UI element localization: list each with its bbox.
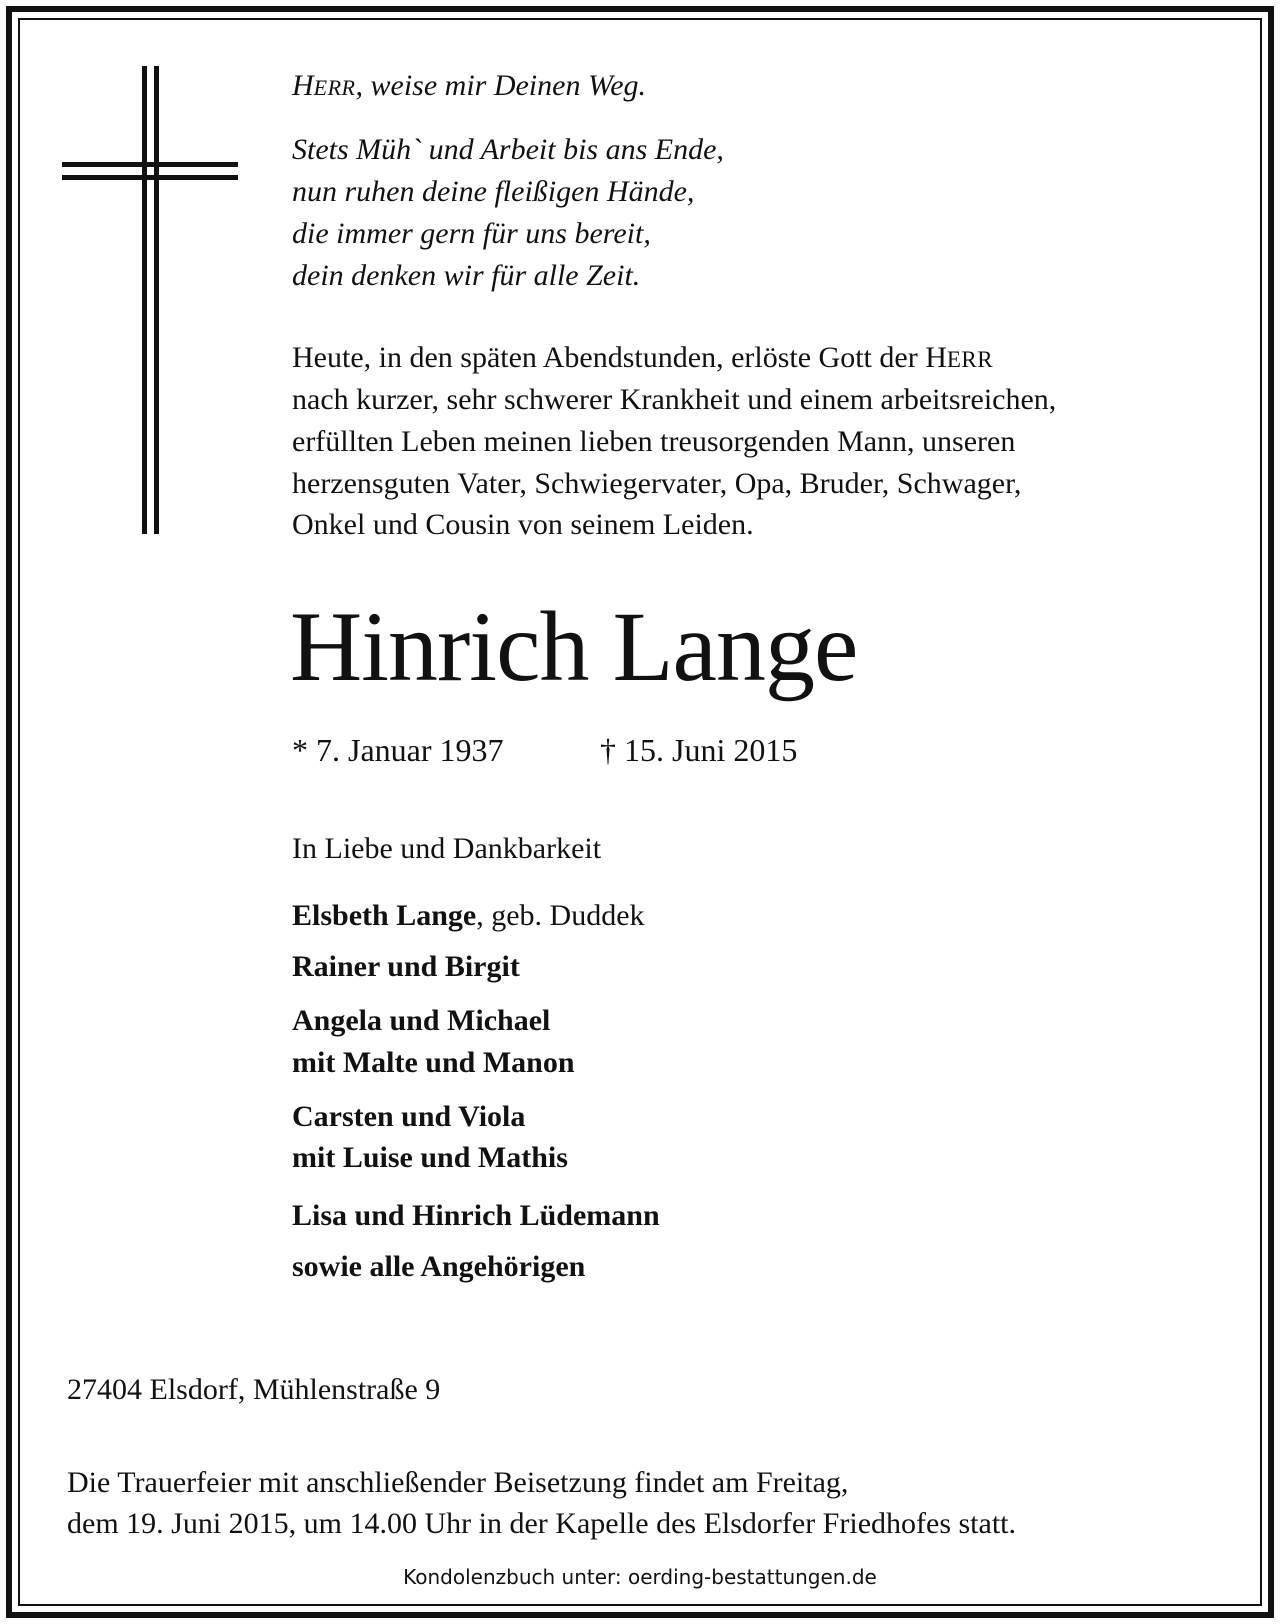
announcement-line: herzensguten Vater, Schwiegervater, Opa, Bruder, Schwager, — [292, 467, 1022, 500]
service-line: Die Trauerfeier mit anschließender Beisetzung findet am Freitag, — [67, 1466, 849, 1499]
announcement-line: nach kurzer, sehr schwerer Krankheit und einem arbeitsreichen, — [292, 383, 1057, 416]
verse-line: nun ruhen deine fleißigen Hände, — [292, 175, 695, 208]
birth-date: * 7. Januar 1937 — [292, 732, 504, 768]
mourner-line: Elsbeth Lange, geb. Duddek — [292, 899, 645, 932]
cross-icon — [62, 66, 238, 534]
service-line: dem 19. Juni 2015, um 14.00 Uhr in der Kapelle des Elsdorfer Friedhofes statt. — [67, 1507, 1016, 1540]
deceased-name: Hinrich Lange — [290, 591, 858, 702]
mourner-line: mit Luise und Mathis — [292, 1141, 568, 1174]
mourner-line: sowie alle Angehörigen — [292, 1250, 586, 1283]
announcement-line: erfüllten Leben meinen lieben treusorgenden Mann, unseren — [292, 425, 1016, 458]
announcement-line: Onkel und Cousin von seinem Leiden. — [292, 508, 754, 541]
mourner-line: Lisa und Hinrich Lüdemann — [292, 1199, 660, 1232]
verse-line: die immer gern für uns bereit, — [292, 217, 651, 250]
announcement-line: Heute, in den späten Abendstunden, erlöste Gott der HERR — [292, 341, 994, 374]
address: 27404 Elsdorf, Mühlenstraße 9 — [67, 1373, 441, 1406]
mourners-intro: In Liebe und Dankbarkeit — [292, 832, 602, 865]
death-date: † 15. Juni 2015 — [600, 732, 798, 768]
condolence-book-note: Kondolenzbuch unter: oerding-bestattungen.de — [403, 1565, 877, 1589]
verse-line: Stets Müh` und Arbeit bis ans Ende, — [292, 133, 724, 166]
mourner-line: Carsten und Viola — [292, 1100, 526, 1133]
mourner-line: Rainer und Birgit — [292, 950, 520, 983]
mourner-line: Angela und Michael — [292, 1004, 551, 1037]
mourner-line: mit Malte und Manon — [292, 1046, 575, 1079]
verse-line: dein denken wir für alle Zeit. — [292, 259, 641, 292]
verse-title: HERR, weise mir Deinen Weg. — [292, 69, 647, 102]
